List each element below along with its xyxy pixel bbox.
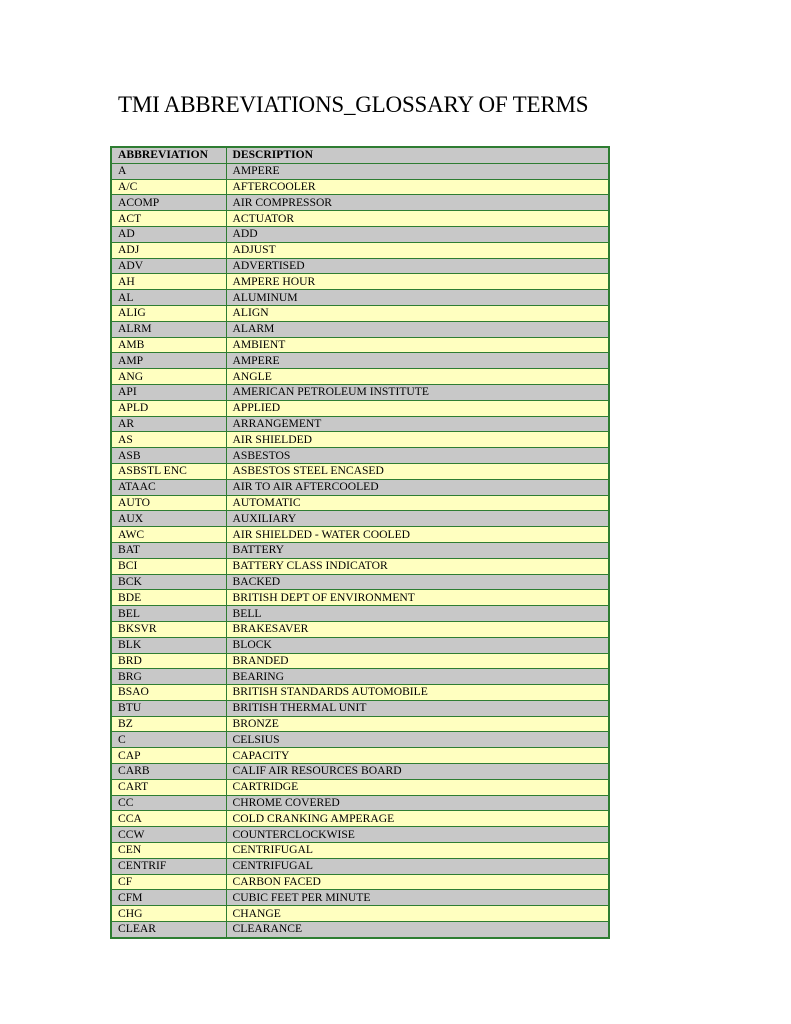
- description-cell: BEARING: [226, 669, 609, 685]
- table-row: [111, 479, 609, 495]
- table-row: [111, 369, 609, 385]
- abbreviation-cell: C: [111, 732, 226, 748]
- description-cell: AMBIENT: [226, 337, 609, 353]
- abbreviation-cell: AMB: [111, 337, 226, 353]
- description-cell: CENTRIFUGAL: [226, 858, 609, 874]
- table-row: [111, 305, 609, 321]
- description-cell: ADJUST: [226, 242, 609, 258]
- abbreviation-cell: CAP: [111, 748, 226, 764]
- column-header-description: DESCRIPTION: [226, 147, 609, 163]
- description-cell: CALIF AIR RESOURCES BOARD: [226, 764, 609, 780]
- abbreviation-cell: CCW: [111, 827, 226, 843]
- abbreviation-cell: API: [111, 384, 226, 400]
- table-row: [111, 211, 609, 227]
- description-cell: ADD: [226, 226, 609, 242]
- table-row: [111, 448, 609, 464]
- description-cell: BRAKESAVER: [226, 621, 609, 637]
- abbreviation-cell: AH: [111, 274, 226, 290]
- table-row: [111, 858, 609, 874]
- abbreviation-cell: ASBSTL ENC: [111, 463, 226, 479]
- description-cell: BRITISH DEPT OF ENVIRONMENT: [226, 590, 609, 606]
- abbreviation-cell: ACT: [111, 211, 226, 227]
- description-cell: CAPACITY: [226, 748, 609, 764]
- description-cell: CELSIUS: [226, 732, 609, 748]
- abbreviation-cell: BRG: [111, 669, 226, 685]
- table-row: [111, 495, 609, 511]
- abbreviation-cell: AR: [111, 416, 226, 432]
- abbreviation-cell: AWC: [111, 527, 226, 543]
- abbreviation-cell: AD: [111, 226, 226, 242]
- abbreviation-cell: AS: [111, 432, 226, 448]
- abbreviation-cell: CC: [111, 795, 226, 811]
- description-cell: ALUMINUM: [226, 290, 609, 306]
- abbreviation-cell: ASB: [111, 448, 226, 464]
- abbreviation-cell: CLEAR: [111, 922, 226, 938]
- description-cell: CARTRIDGE: [226, 779, 609, 795]
- table-row: [111, 527, 609, 543]
- table-row: [111, 463, 609, 479]
- abbreviation-cell: CF: [111, 874, 226, 890]
- table-row: [111, 685, 609, 701]
- description-cell: AIR SHIELDED - WATER COOLED: [226, 527, 609, 543]
- table-row: [111, 843, 609, 859]
- abbreviation-cell: BCI: [111, 558, 226, 574]
- table-row: [111, 906, 609, 922]
- table-row: [111, 700, 609, 716]
- table-row: [111, 922, 609, 938]
- abbreviation-cell: ACOMP: [111, 195, 226, 211]
- table-row: [111, 764, 609, 780]
- abbreviation-cell: BAT: [111, 542, 226, 558]
- table-row: [111, 337, 609, 353]
- abbreviation-cell: CART: [111, 779, 226, 795]
- abbreviation-cell: CEN: [111, 843, 226, 859]
- description-cell: CHANGE: [226, 906, 609, 922]
- description-cell: AMPERE: [226, 353, 609, 369]
- description-cell: BACKED: [226, 574, 609, 590]
- table-row: [111, 890, 609, 906]
- table-row: [111, 827, 609, 843]
- abbreviation-cell: BLK: [111, 637, 226, 653]
- abbreviation-cell: A: [111, 163, 226, 179]
- description-cell: BRONZE: [226, 716, 609, 732]
- table-row: [111, 542, 609, 558]
- description-cell: ASBESTOS STEEL ENCASED: [226, 463, 609, 479]
- description-cell: AUXILIARY: [226, 511, 609, 527]
- table-row: [111, 290, 609, 306]
- table-row: [111, 716, 609, 732]
- abbreviation-cell: BKSVR: [111, 621, 226, 637]
- description-cell: ACTUATOR: [226, 211, 609, 227]
- table-row: [111, 353, 609, 369]
- description-cell: AUTOMATIC: [226, 495, 609, 511]
- table-row: [111, 432, 609, 448]
- abbreviation-cell: BTU: [111, 700, 226, 716]
- abbreviation-cell: ADJ: [111, 242, 226, 258]
- description-cell: CHROME COVERED: [226, 795, 609, 811]
- table-row: [111, 226, 609, 242]
- table-row: [111, 779, 609, 795]
- abbreviation-cell: BEL: [111, 606, 226, 622]
- table-row: [111, 621, 609, 637]
- table-row: [111, 416, 609, 432]
- description-cell: BATTERY: [226, 542, 609, 558]
- table-row: [111, 732, 609, 748]
- abbreviation-cell: ANG: [111, 369, 226, 385]
- table-header-row: [111, 147, 609, 163]
- column-header-abbreviation: ABBREVIATION: [111, 147, 226, 163]
- description-cell: ALARM: [226, 321, 609, 337]
- table-row: [111, 590, 609, 606]
- table-row: [111, 637, 609, 653]
- abbreviation-cell: ALRM: [111, 321, 226, 337]
- description-cell: AIR TO AIR AFTERCOOLED: [226, 479, 609, 495]
- abbreviation-cell: CENTRIF: [111, 858, 226, 874]
- description-cell: COUNTERCLOCKWISE: [226, 827, 609, 843]
- table-row: [111, 179, 609, 195]
- table-row: [111, 400, 609, 416]
- abbreviation-cell: AMP: [111, 353, 226, 369]
- abbreviation-cell: ALIG: [111, 305, 226, 321]
- description-cell: CUBIC FEET PER MINUTE: [226, 890, 609, 906]
- abbreviation-cell: CFM: [111, 890, 226, 906]
- table-row: [111, 274, 609, 290]
- abbreviation-cell: CARB: [111, 764, 226, 780]
- description-cell: BRITISH STANDARDS AUTOMOBILE: [226, 685, 609, 701]
- description-cell: CARBON FACED: [226, 874, 609, 890]
- abbreviation-cell: CCA: [111, 811, 226, 827]
- abbreviation-cell: ADV: [111, 258, 226, 274]
- description-cell: BELL: [226, 606, 609, 622]
- table-row: [111, 669, 609, 685]
- table-row: [111, 811, 609, 827]
- description-cell: AFTERCOOLER: [226, 179, 609, 195]
- table-row: [111, 258, 609, 274]
- table-row: [111, 384, 609, 400]
- abbreviation-cell: AUX: [111, 511, 226, 527]
- abbreviation-cell: BCK: [111, 574, 226, 590]
- description-cell: APPLIED: [226, 400, 609, 416]
- table-row: [111, 653, 609, 669]
- abbreviation-cell: A/C: [111, 179, 226, 195]
- description-cell: CENTRIFUGAL: [226, 843, 609, 859]
- glossary-table: [110, 146, 610, 939]
- description-cell: COLD CRANKING AMPERAGE: [226, 811, 609, 827]
- table-row: [111, 195, 609, 211]
- table-row: [111, 321, 609, 337]
- abbreviation-cell: BRD: [111, 653, 226, 669]
- abbreviation-cell: CHG: [111, 906, 226, 922]
- description-cell: AIR COMPRESSOR: [226, 195, 609, 211]
- description-cell: ASBESTOS: [226, 448, 609, 464]
- abbreviation-cell: ATAAC: [111, 479, 226, 495]
- page-title: TMI ABBREVIATIONS_GLOSSARY OF TERMS: [118, 92, 589, 117]
- description-cell: ARRANGEMENT: [226, 416, 609, 432]
- table-row: [111, 748, 609, 764]
- description-cell: AIR SHIELDED: [226, 432, 609, 448]
- description-cell: BATTERY CLASS INDICATOR: [226, 558, 609, 574]
- abbreviation-cell: APLD: [111, 400, 226, 416]
- description-cell: AMPERE HOUR: [226, 274, 609, 290]
- description-cell: ALIGN: [226, 305, 609, 321]
- abbreviation-cell: AUTO: [111, 495, 226, 511]
- table-row: [111, 606, 609, 622]
- description-cell: BRANDED: [226, 653, 609, 669]
- abbreviation-cell: AL: [111, 290, 226, 306]
- table-row: [111, 874, 609, 890]
- table-row: [111, 511, 609, 527]
- table-row: [111, 574, 609, 590]
- description-cell: CLEARANCE: [226, 922, 609, 938]
- table-row: [111, 558, 609, 574]
- description-cell: ANGLE: [226, 369, 609, 385]
- description-cell: BLOCK: [226, 637, 609, 653]
- table-body: [111, 163, 609, 938]
- abbreviation-cell: BSAO: [111, 685, 226, 701]
- description-cell: AMERICAN PETROLEUM INSTITUTE: [226, 384, 609, 400]
- abbreviation-cell: BDE: [111, 590, 226, 606]
- table-row: [111, 163, 609, 179]
- description-cell: AMPERE: [226, 163, 609, 179]
- abbreviation-cell: BZ: [111, 716, 226, 732]
- description-cell: BRITISH THERMAL UNIT: [226, 700, 609, 716]
- table-row: [111, 242, 609, 258]
- table-row: [111, 795, 609, 811]
- description-cell: ADVERTISED: [226, 258, 609, 274]
